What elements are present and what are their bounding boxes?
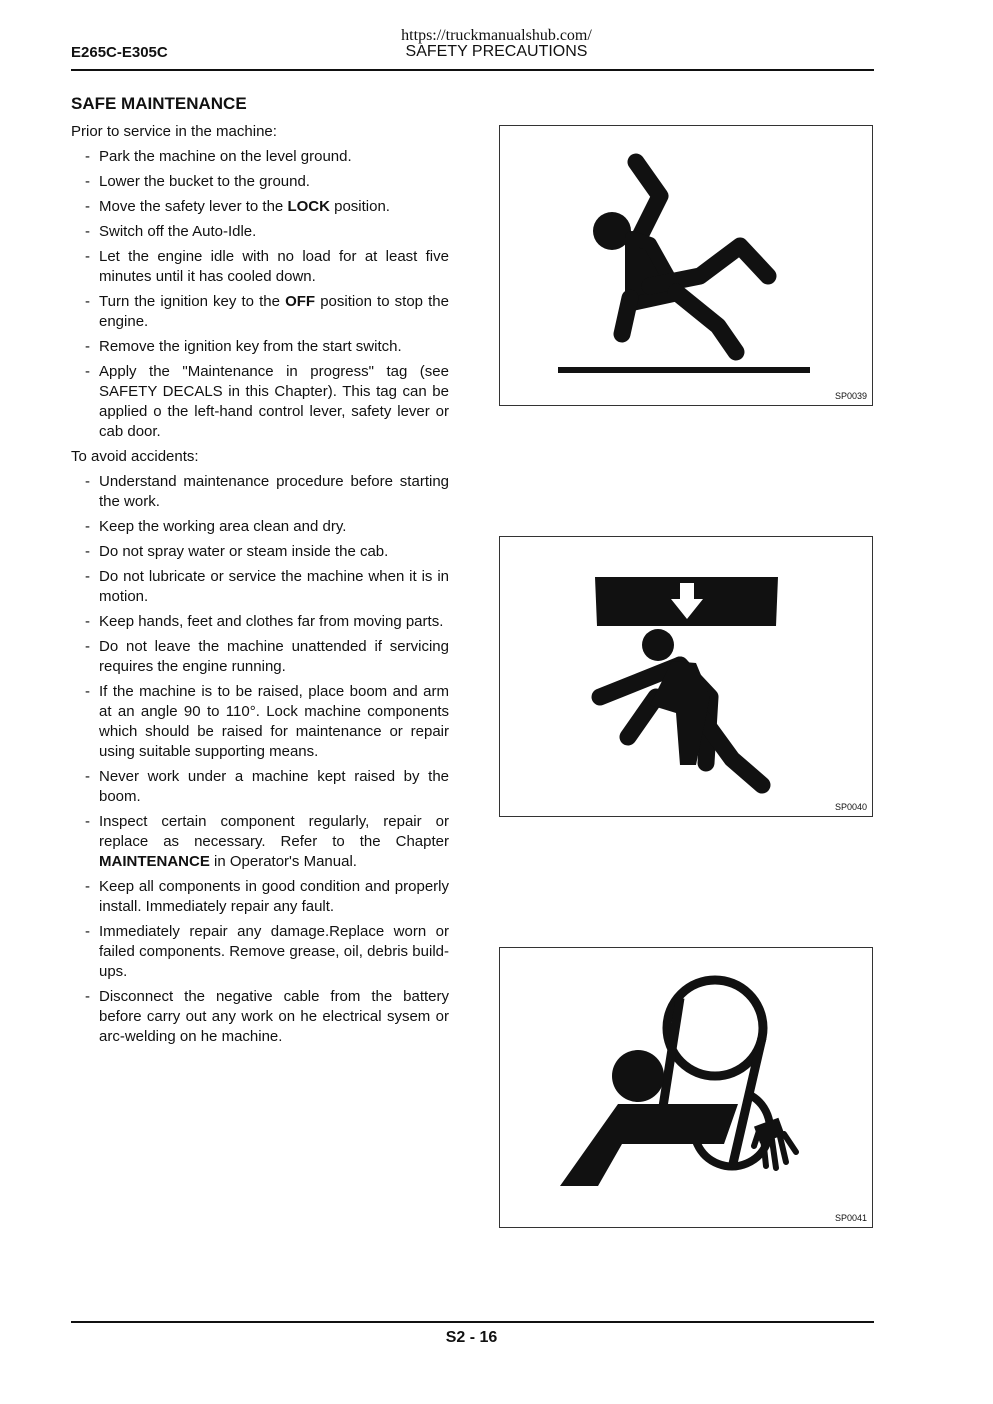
list-item: - Inspect certain component regularly, repair or replace as necessary. Refer to the Chapter MAINTENANCE in Operator's Manual. (71, 812, 449, 872)
header-rule (71, 69, 874, 71)
list-item: - Park the machine on the level ground. (71, 147, 449, 167)
list-item: - Move the safety lever to the LOCK position. (71, 197, 449, 217)
figure-code: SP0040 (834, 802, 867, 812)
slip-fall-icon (500, 126, 874, 407)
list-item: - Immediately repair any damage.Replace worn or failed components. Remove grease, oil, debris build-ups. (71, 922, 449, 982)
falling-object-icon (500, 537, 874, 818)
list-item: - Keep the working area clean and dry. (71, 517, 449, 537)
list-item: - Do not lubricate or service the machine when it is in motion. (71, 567, 449, 607)
list-item: - Do not leave the machine unattended if servicing requires the engine running. (71, 637, 449, 677)
footer-rule (71, 1321, 874, 1323)
avoid-accidents-list (71, 472, 449, 1047)
section-heading: SAFE MAINTENANCE (71, 94, 247, 113)
prior-service-list (71, 147, 449, 442)
list-item: - Keep hands, feet and clothes far from moving parts. (71, 612, 449, 632)
figure-belt (499, 947, 873, 1228)
list-item: - If the machine is to be raised, place boom and arm at an angle 90 to 110°. Lock machine components which should be raised for maintenance or repair using suitable supporting means. (71, 682, 449, 762)
model-name: E265C-E305C (71, 44, 168, 61)
figure-falling-object (499, 536, 873, 817)
main-content (71, 94, 449, 1052)
intro-prior-service: Prior to service in the machine: (71, 123, 277, 140)
list-item: - Lower the bucket to the ground. (71, 172, 449, 192)
list-item: - Apply the "Maintenance in progress" tag (see SAFETY DECALS in this Chapter). This tag can be applied o the left-hand control lever, safety lever or cab door. (71, 362, 449, 442)
page-number: S2 - 16 (445, 1329, 498, 1346)
list-item: - Turn the ignition key to the OFF position to stop the engine. (71, 292, 449, 332)
figure-slip (499, 125, 873, 406)
list-item: - Disconnect the negative cable from the battery before carry out any work on he electrical sysem or arc-welding on he machine. (71, 987, 449, 1047)
list-item: - Understand maintenance procedure before starting the work. (71, 472, 449, 512)
intro-avoid-accidents: To avoid accidents: (71, 448, 199, 465)
list-item: - Switch off the Auto-Idle. (71, 222, 449, 242)
list-item: - Remove the ignition key from the start switch. (71, 337, 449, 357)
figure-code: SP0039 (834, 391, 867, 401)
figure-code: SP0041 (834, 1213, 867, 1223)
list-item: - Never work under a machine kept raised by the boom. (71, 767, 449, 807)
header-url: https://truckmanualshub.com/ (401, 27, 592, 44)
list-item: - Keep all components in good condition and properly install. Immediately repair any fault. (71, 877, 449, 917)
list-item: - Let the engine idle with no load for at least five minutes until it has cooled down. (71, 247, 449, 287)
list-item: - Do not spray water or steam inside the cab. (71, 542, 449, 562)
section-title: SAFETY PRECAUTIONS (405, 43, 588, 60)
belt-entanglement-icon (500, 948, 874, 1229)
